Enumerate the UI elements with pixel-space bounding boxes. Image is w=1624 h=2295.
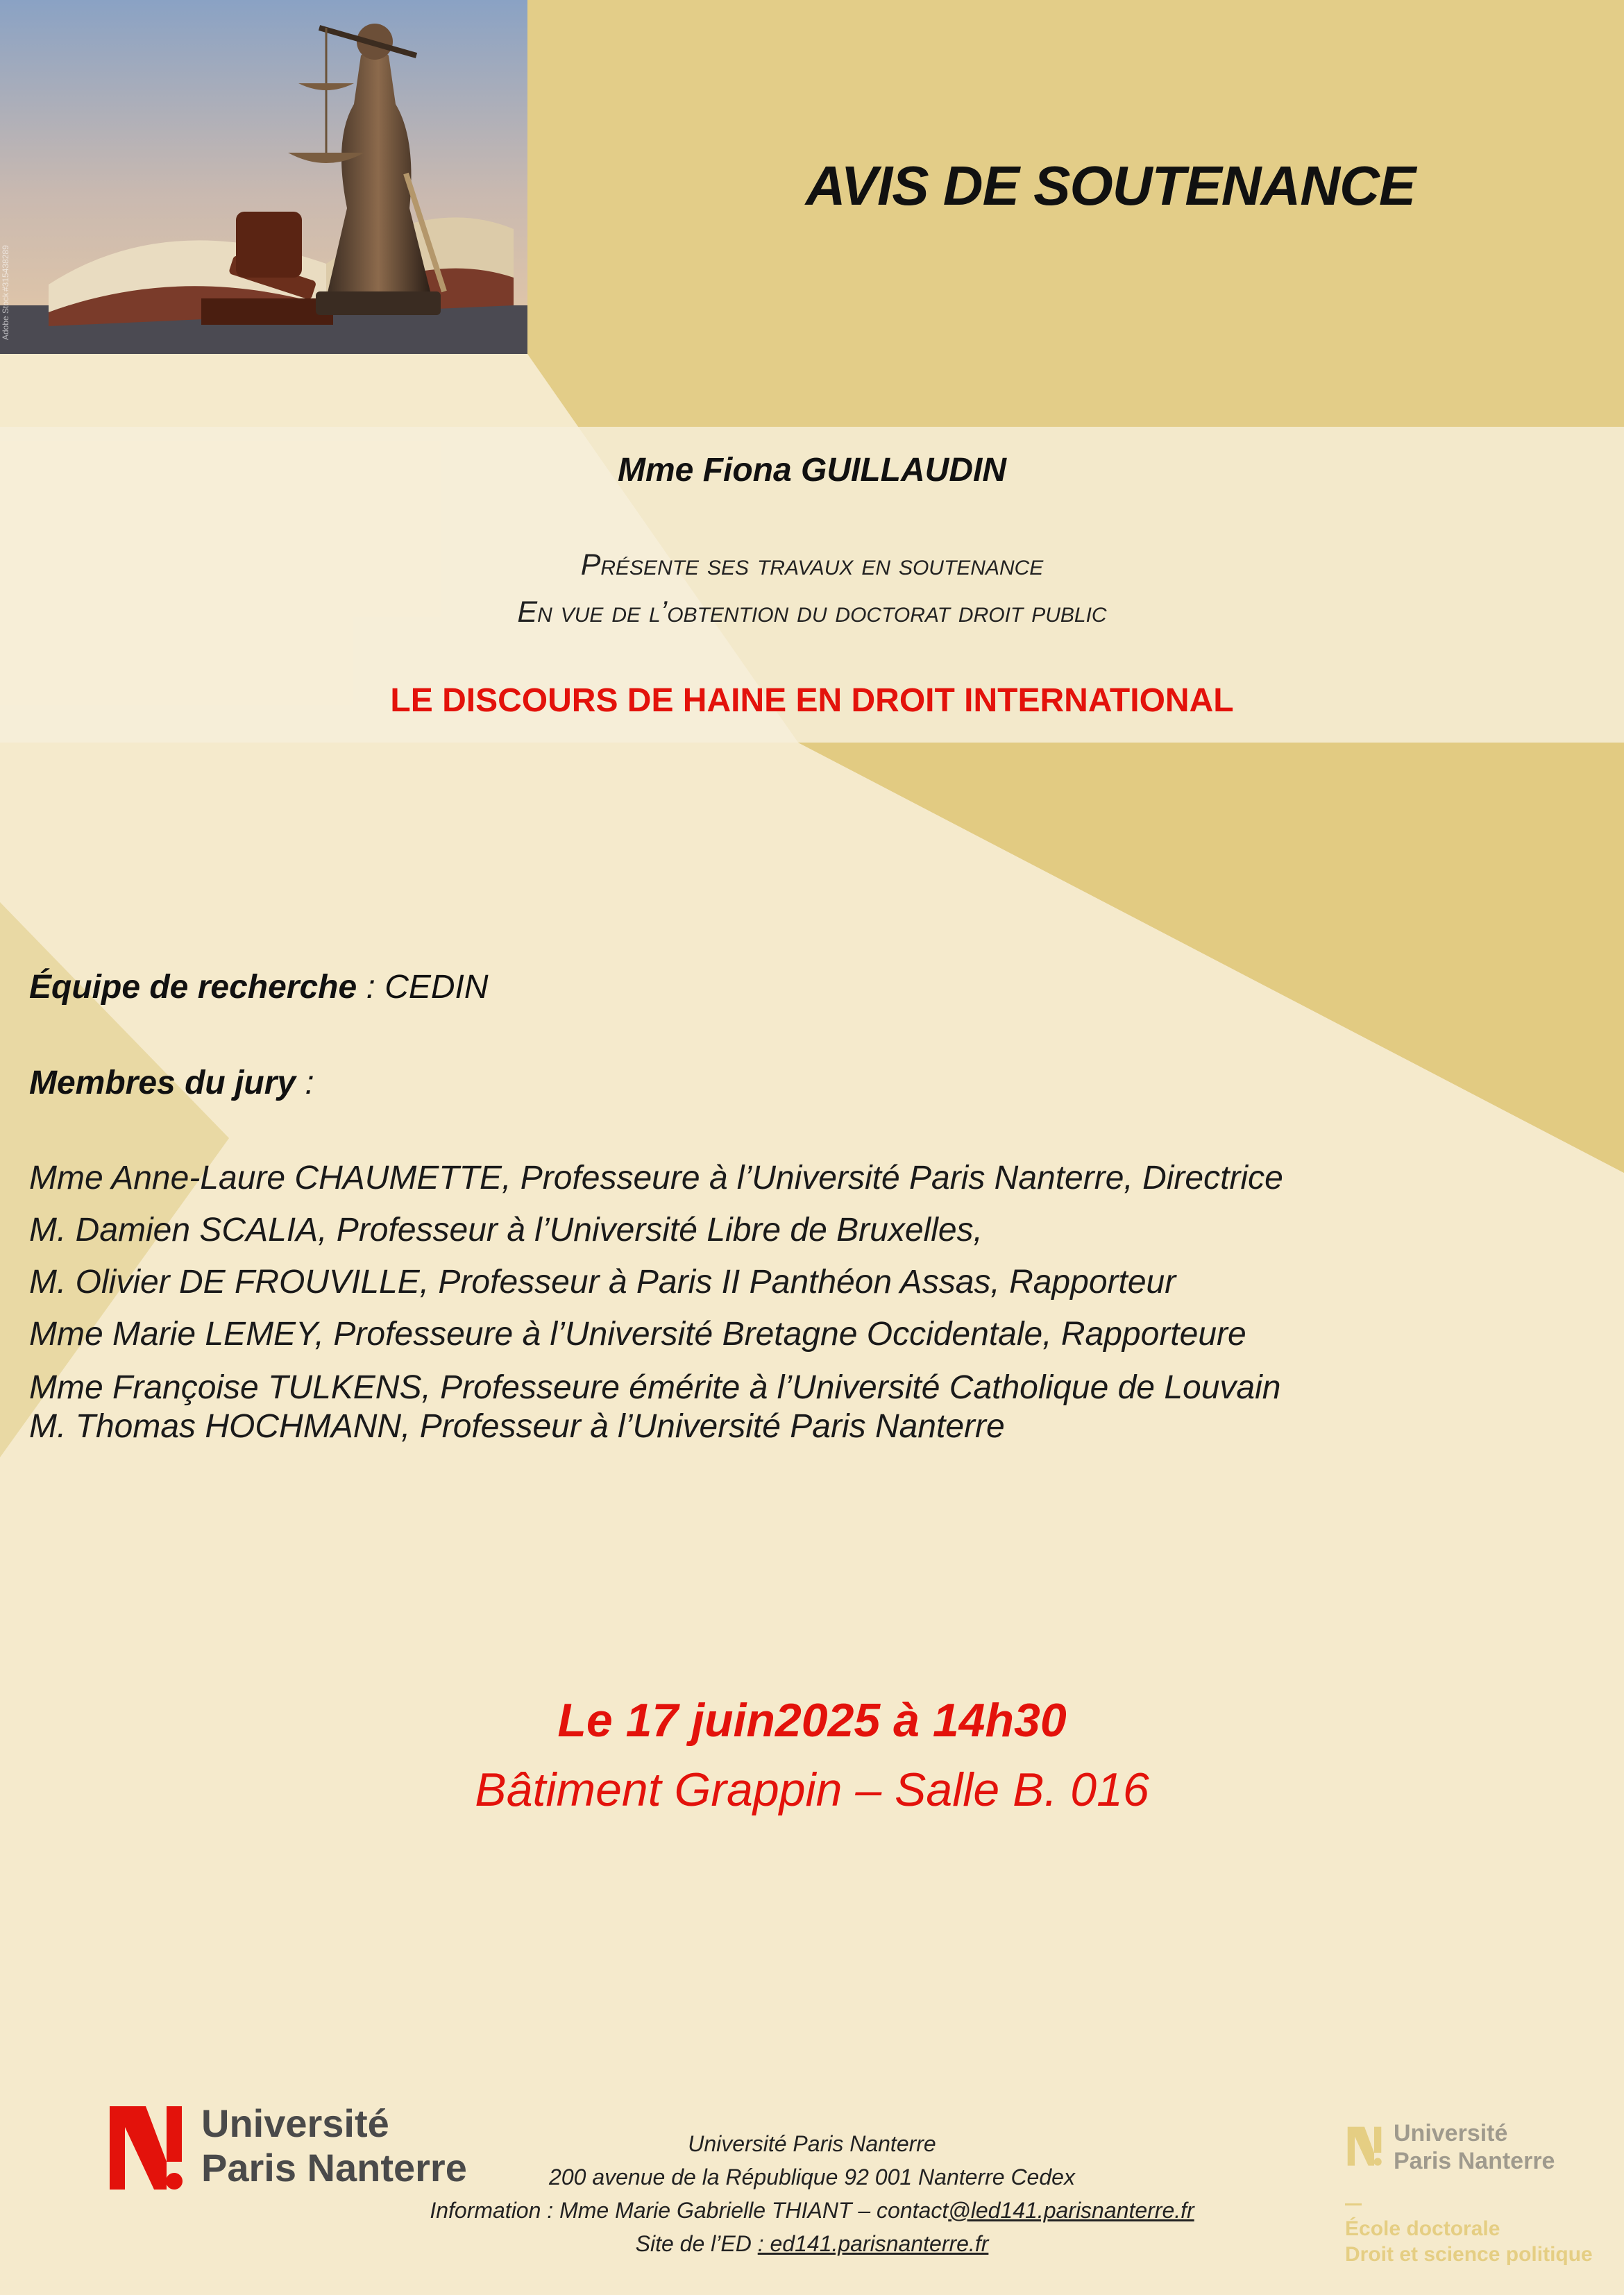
jury-label: Membres du jury bbox=[29, 1065, 296, 1101]
justice-statue-photo bbox=[0, 0, 527, 354]
candidate-name: Mme Fiona GUILLAUDIN bbox=[618, 452, 1006, 489]
logo2-line-1: Université bbox=[1394, 2120, 1508, 2146]
contact-email-link[interactable]: @led141.parisnanterre.fr bbox=[948, 2198, 1194, 2223]
doctoral-school-logo bbox=[1345, 2117, 1609, 2276]
doctorate-line: En vue de l’obtention du doctorat droit public bbox=[517, 595, 1107, 629]
jury-label-suffix: : bbox=[296, 1065, 314, 1101]
logo-line-2: Paris Nanterre bbox=[201, 2146, 467, 2190]
jury-member: M. Olivier DE FROUVILLE, Professeur à Paris II Panthéon Assas, Rapporteur bbox=[29, 1264, 1176, 1301]
jury-member: M. Damien SCALIA, Professeur à l’Université Libre de Bruxelles, bbox=[29, 1212, 983, 1248]
footer-university: Université Paris Nanterre bbox=[688, 2131, 936, 2156]
jury-member: M. Thomas HOCHMANN, Professeur à l’Université Paris Nanterre bbox=[29, 1408, 1005, 1445]
logo2-divider bbox=[1345, 2203, 1362, 2205]
nanterre-mark-faded-icon bbox=[1345, 2124, 1384, 2172]
footer-street: 200 avenue de la République 92 001 Nanterre Cedex bbox=[549, 2165, 1075, 2190]
footer-info-prefix: Information : Mme Marie Gabrielle THIANT – contact bbox=[430, 2198, 949, 2223]
footer-site bbox=[416, 2227, 1208, 2260]
nanterre-mark-icon bbox=[104, 2099, 187, 2203]
presentation-line: Présente ses travaux en soutenance bbox=[580, 548, 1044, 582]
jury-member: Mme Anne-Laure CHAUMETTE, Professeure à l’Université Paris Nanterre, Directrice bbox=[29, 1160, 1283, 1196]
thesis-title: LE DISCOURS DE HAINE EN DROIT INTERNATIONAL bbox=[390, 682, 1234, 719]
footer-site-prefix: Site de l’ED bbox=[635, 2231, 758, 2256]
footer-address bbox=[416, 2127, 1208, 2260]
logo2-line-4: Droit et science politique bbox=[1345, 2243, 1593, 2266]
jury-member: Mme Françoise TULKENS, Professeure émérite à l’Université Catholique de Louvain bbox=[29, 1369, 1281, 1406]
ed-website-link[interactable]: : ed141.parisnanterre.fr bbox=[757, 2231, 989, 2256]
logo2-line-2: Paris Nanterre bbox=[1394, 2148, 1555, 2174]
page-title: AVIS DE SOUTENANCE bbox=[805, 155, 1416, 217]
logo2-line-3: École doctorale bbox=[1345, 2217, 1500, 2240]
research-team bbox=[29, 968, 489, 1006]
jury-list bbox=[29, 1152, 1283, 1453]
research-team-separator: : bbox=[357, 969, 385, 1006]
research-team-value: CEDIN bbox=[384, 969, 489, 1006]
research-team-label: Équipe de recherche bbox=[29, 969, 357, 1006]
jury-member: Mme Marie LEMEY, Professeure à l’Université Bretagne Occidentale, Rapporteure bbox=[29, 1316, 1246, 1353]
footer-information bbox=[416, 2194, 1208, 2227]
defense-date: Le 17 juin2025 à 14h30 bbox=[557, 1694, 1067, 1747]
jury-heading bbox=[29, 1064, 314, 1102]
image-credit: Adobe Stock bbox=[1, 292, 10, 340]
logo-line-1: Université bbox=[201, 2101, 389, 2145]
image-credit-id: #315438289 bbox=[1, 245, 10, 291]
defense-location: Bâtiment Grappin – Salle B. 016 bbox=[475, 1763, 1149, 1816]
